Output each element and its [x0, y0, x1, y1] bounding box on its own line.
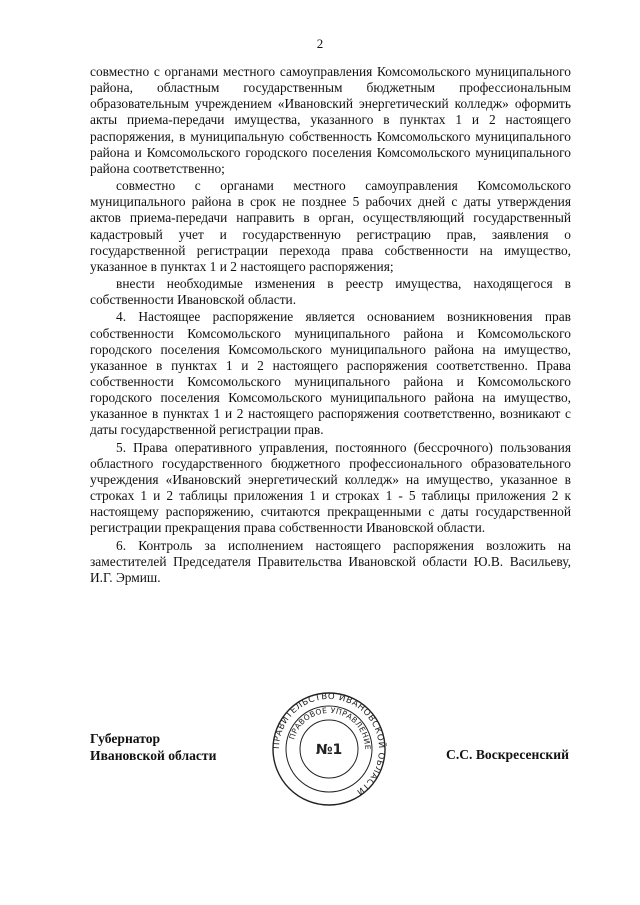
- paragraph: совместно с органами местного самоуправления Комсомольского муниципального района, областным государственным бюджетным профессиональным образовательным учреждением «Ивановский энергетический колледж» оформить акты приема-передачи имущества, указанного в пунктах 1 и 2 настоящего распоряжения, в муниципальную собственность Комсомольского муниципального района и Комсомольского городского поселения Комсомольского муниципального района соответственно;: [90, 64, 571, 176]
- paragraph: совместно с органами местного самоуправления Комсомольского муниципального района в срок не позднее 5 рабочих дней с даты утверждения актов приема-передачи направить в орган, осуществляющий государственный кадастровый учет и государственную регистрацию прав, заявления о государственной регистрации перехода права собственности на имущество, указанное в пунктах 1 и 2 настоящего распоряжения;: [90, 178, 571, 274]
- paragraph: 5. Права оперативного управления, постоянного (бессрочного) пользования областного государственного бюджетного профессионального образовательного учреждения «Ивановский энергетический колледж» на имущество, указанное в строках 1 и 2 таблицы приложения 1 и строках 1 - 5 таблицы приложения 2 к настоящему распоряжению, считаются прекращенными с даты государственной регистрации прекращения права собственности Ивановской области.: [90, 439, 571, 536]
- paragraph: 4. Настоящее распоряжение является основанием возникновения прав собственности Комсомольского муниципального района и Комсомольского городского поселения Комсомольского муниципального района на имущество, указанное в пунктах 1 и 2 настоящего распоряжения соответственно. Права собственности Комсомольского муниципального района и Комсомольского городского поселения Комсомольского муниципального района на имущество, указанное в пунктах 1 и 2 настоящего распоряжения соответственно, возникают с даты государственной регистрации прав.: [90, 309, 571, 438]
- seal-inner-text: ПРАВОВОЕ УПРАВЛЕНИЕ: [287, 705, 373, 751]
- signatory-title: [90, 730, 216, 764]
- paragraph: внести необходимые изменения в реестр имущества, находящегося в собственности Ивановской области.: [90, 276, 571, 308]
- signatory-title-line1: Губернатор: [90, 731, 161, 746]
- document-body: [90, 64, 571, 587]
- signatory-title-line2: Ивановской области: [90, 748, 217, 763]
- paragraph: 6. Контроль за исполнением настоящего распоряжения возложить на заместителей Председателя Правительства Ивановской области Ю.В. Васильеву, И.Г. Эрмиш.: [90, 537, 571, 585]
- official-seal-icon: [271, 691, 387, 807]
- seal-number: №1: [315, 742, 343, 758]
- signatory-name: С.С. Воскресенский: [446, 747, 569, 762]
- seal-outer-text: ПРАВИТЕЛЬСТВО ИВАНОВСКОЙ ОБЛАСТИ: [271, 691, 387, 797]
- page-number: 2: [316, 36, 324, 51]
